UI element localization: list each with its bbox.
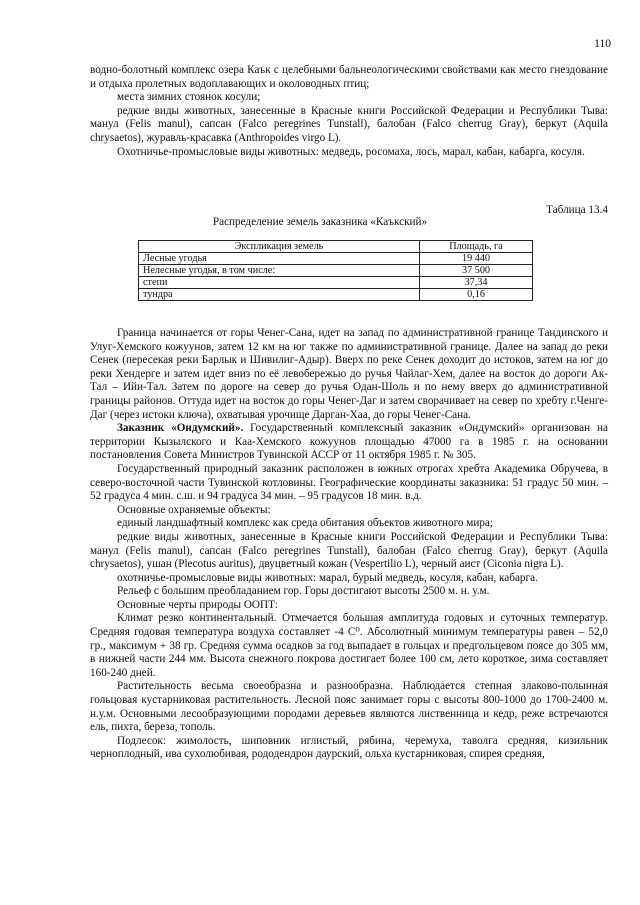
paragraph-text: охотничье-промысловые виды животных: марал, бурый медведь, косуля, кабан, кабарга. xyxy=(117,571,538,584)
table-header-row xyxy=(139,241,533,253)
body-paragraph-game-species xyxy=(90,572,608,586)
body-paragraph-vegetation xyxy=(90,680,608,734)
body-paragraph-climate xyxy=(90,612,608,680)
table-cell: степи xyxy=(139,277,420,289)
body-paragraph-rare-species xyxy=(90,531,608,572)
intro-paragraph-4: Охотничье-промысловые виды животных: медведь, росомаха, лось, марал, кабан, кабарга, косуля. xyxy=(117,145,585,158)
section-heading-ondum: Заказник «Ондумский». xyxy=(117,422,244,435)
body-paragraph-objects xyxy=(90,504,608,518)
table-row xyxy=(139,277,533,289)
table-cell: 37,34 xyxy=(420,277,533,289)
intro-paragraph-1: водно-болотный комплекс озера Каък с целебными бальнеологическими свойствами как место гнездование и отдыха пролетных водоплавающих и околоводных птиц; xyxy=(90,64,608,90)
paragraph-text: Основные охраняемые объекты: xyxy=(117,503,271,516)
table-cell: Нелесные угодья, в том числе: xyxy=(139,265,420,277)
body-paragraph-boundary xyxy=(90,327,608,422)
paragraph-text: Рельеф с большим преобладанием гор. Горы достигают высоты 2500 м. н. у.м. xyxy=(117,585,490,598)
intro-paragraph-3: редкие виды животных, занесенные в Красные книги Российской Федерации и Республики Тыва: манул (Felis manul), сапсан (Falco peregrines Tunstall), балобан (Falco cherrug Gray), беркут (Aquila chrysaetos), журавль-красавка (Anthropoides virgo L). xyxy=(90,104,608,144)
body-paragraph-nature xyxy=(90,599,608,613)
body-paragraph-relief xyxy=(90,585,608,599)
land-distribution-table xyxy=(138,240,533,301)
paragraph-text: Граница начинается от горы Ченег-Сана, идет на запад по административной границе Тандинского и Улуг-Хемского кожуунов, затем 12 км на юг также по административной границе. Далее на запад до реки Сенек (пересекая реки Барлык и Шивилиг-Адыр). Вверх по реке Сенек доходит до истоков, затем на юг до реки Хендерге и затем идет вниз по её левобережью до ручья Чайлаг-Хем, далее на восток до дороги Ак-Тал – Ийи-Тал. Затем по дороге на север до ручья Одан-Шоль и по нему вверх до административной границы районов. Оттуда идет на восток до горы Ченег-Даг и затем сворачивает на север по хребту г.Ченге-Даг (через истоки ключа), охватывая урочище Дарган-Хаа, до горы Ченег-Сана. xyxy=(90,327,608,421)
table-header-cell: Площадь, га xyxy=(420,241,533,253)
intro-section xyxy=(90,64,608,159)
paragraph-text: Климат резко континентальный. Отмечается большая амплитуда годовых и суточных температур. Средняя годовая температура воздуха составляет -4 С⁰. Абсолютный минимум температуры равен – 52,0 гр., максимум + 38 гр. Средняя сумма осадков за год выпадает в гольцах и предгольцевом поясе до 305 мм, в нижней части 244 мм. Высота снежного покрова достигает более 100 см, лето короткое, зима составляет 160-240 дней. xyxy=(90,612,608,679)
body-section xyxy=(90,327,608,762)
intro-paragraph-2: места зимних стоянок косули; xyxy=(117,91,261,104)
table-cell: тундра xyxy=(139,289,420,301)
table-cell: 0,16 xyxy=(420,289,533,301)
paragraph-text: единый ландшафтный комплекс как среда обитания объектов животного мира; xyxy=(117,517,494,530)
paragraph-text: редкие виды животных, занесенные в Красные книги Российской Федерации и Республики Тыва: манул (Felis manul), сапсан (Falco peregrines Tunstall), балобан (Falco cherrug Gray), беркут (Aquila chrysaetos), ушан (Plecotus auritus), двуцветный кожан (Vespertilio L), черный аист (Ciconia nigra L). xyxy=(90,530,608,571)
body-paragraph-location xyxy=(90,463,608,504)
table-row xyxy=(139,289,533,301)
table-row xyxy=(139,253,533,265)
paragraph-text: Государственный комплексный заказник «Ондумский» организован на территории Кызылского и Каа-Хемского кожуунов площадью 47000 га в 1985 г. на основании постановления Совета Министров Тувинской АССР от 11 октября 1985 г. № 305. xyxy=(90,422,608,462)
paragraph-text: Основные черты природы ООПТ: xyxy=(117,598,279,611)
paragraph-text: Растительность весьма своеобразна и разнообразна. Наблюдается степная злаково-полынная гольцовая кустарниковая растительность. Лесной пояс занимает горы с высоты 800-1000 до 1700-2400 м. н.у.м. Основными лесообразующими породами деревьев являются лиственница и кедр, реже встречаются ель, пихта, береза, тополь. xyxy=(90,680,608,734)
table-label: Таблица 13.4 xyxy=(546,204,608,216)
body-paragraph-undergrowth xyxy=(90,735,608,762)
paragraph-text: Подлесок: жимолость, шиповник иглистый, рябина, черемуха, таволга средняя, кизильник черноплодный, ива сухолюбивая, рододендрон даурский, ольха кустарниковая, спирея средняя, xyxy=(90,734,608,761)
body-paragraph-landscape xyxy=(90,517,608,531)
table-header-cell: Экспликация земель xyxy=(139,241,420,253)
table-cell: 19 440 xyxy=(420,253,533,265)
table-cell: 37 500 xyxy=(420,265,533,277)
table-title: Распределение земель заказника «Каъкский» xyxy=(212,216,428,228)
paragraph-text: Государственный природный заказник расположен в южных отрогах хребта Академика Обручева, в северо-восточной части Тувинской котловины. Географические координаты заказника: 51 градус 50 мин. – 52 градуса 4 мин. с.ш. и 94 градуса 34 мин. – 95 градусов 18 мин. в.д. xyxy=(90,462,608,503)
table-row xyxy=(139,265,533,277)
body-paragraph-ondum xyxy=(90,422,608,463)
table-cell: Лесные угодья xyxy=(139,253,420,265)
page-number: 110 xyxy=(594,38,611,50)
